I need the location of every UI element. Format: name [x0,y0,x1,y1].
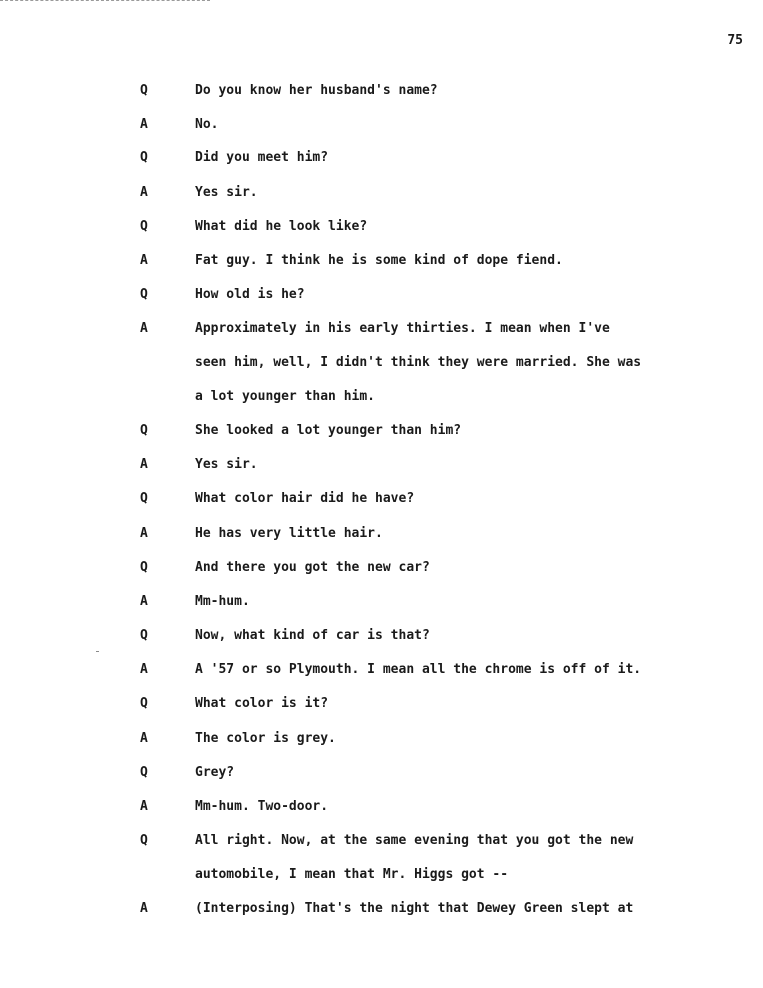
speaker-label: Q [140,219,148,234]
speaker-label: Q [140,491,148,506]
transcript-line [0,387,763,407]
transcript-line [0,251,763,271]
transcript-line [0,319,763,339]
stray-mark [96,651,99,652]
line-text: Approximately in his early thirties. I mean when I've [195,321,610,336]
page-top-edge [0,0,210,1]
transcript-line [0,81,763,101]
transcript-line [0,115,763,135]
line-text: What color is it? [195,696,329,711]
line-text: (Interposing) That's the night that Dewey Green slept at [195,901,634,916]
transcript-line [0,865,763,885]
speaker-label: Q [140,560,148,575]
transcript-line [0,183,763,203]
line-text: She looked a lot younger than him? [195,423,462,438]
line-text: All right. Now, at the same evening that you got the new [195,833,634,848]
transcript-line [0,524,763,544]
transcript-line [0,694,763,714]
speaker-label: A [140,253,148,268]
speaker-label: A [140,526,148,541]
speaker-label: Q [140,628,148,643]
line-text: Yes sir. [195,457,258,472]
transcript-line [0,797,763,817]
transcript-line [0,729,763,749]
line-text: A '57 or so Plymouth. I mean all the chrome is off of it. [195,662,642,677]
line-text: Mm-hum. [195,594,250,609]
speaker-label: A [140,457,148,472]
speaker-label: Q [140,83,148,98]
transcript-line [0,421,763,441]
speaker-label: A [140,731,148,746]
transcript-line [0,489,763,509]
line-text: automobile, I mean that Mr. Higgs got -- [195,867,509,882]
speaker-label: Q [140,287,148,302]
line-text: Do you know her husband's name? [195,83,438,98]
speaker-label: A [140,594,148,609]
line-text: What color hair did he have? [195,491,415,506]
page-number: 75 [727,33,743,48]
transcript-line [0,831,763,851]
speaker-label: Q [140,833,148,848]
line-text: What did he look like? [195,219,368,234]
transcript-line [0,148,763,168]
line-text: He has very little hair. [195,526,383,541]
line-text: And there you got the new car? [195,560,430,575]
line-text: Did you meet him? [195,150,329,165]
speaker-label: A [140,321,148,336]
transcript-line [0,660,763,680]
line-text: How old is he? [195,287,305,302]
speaker-label: A [140,799,148,814]
speaker-label: A [140,117,148,132]
line-text: Grey? [195,765,235,780]
transcript-line [0,558,763,578]
speaker-label: A [140,662,148,677]
transcript-line [0,455,763,475]
speaker-label: Q [140,423,148,438]
transcript-line [0,626,763,646]
transcript-line [0,353,763,373]
transcript-line [0,592,763,612]
speaker-label: Q [140,765,148,780]
speaker-label: Q [140,150,148,165]
transcript-line [0,899,763,919]
transcript-line [0,285,763,305]
line-text: Yes sir. [195,185,258,200]
transcript-line [0,763,763,783]
speaker-label: Q [140,696,148,711]
speaker-label: A [140,185,148,200]
speaker-label: A [140,901,148,916]
transcript-line [0,217,763,237]
line-text: The color is grey. [195,731,336,746]
line-text: a lot younger than him. [195,389,376,404]
line-text: seen him, well, I didn't think they were married. She was [195,355,642,370]
line-text: Fat guy. I think he is some kind of dope fiend. [195,253,563,268]
line-text: Now, what kind of car is that? [195,628,430,643]
line-text: Mm-hum. Two-door. [195,799,329,814]
line-text: No. [195,117,219,132]
